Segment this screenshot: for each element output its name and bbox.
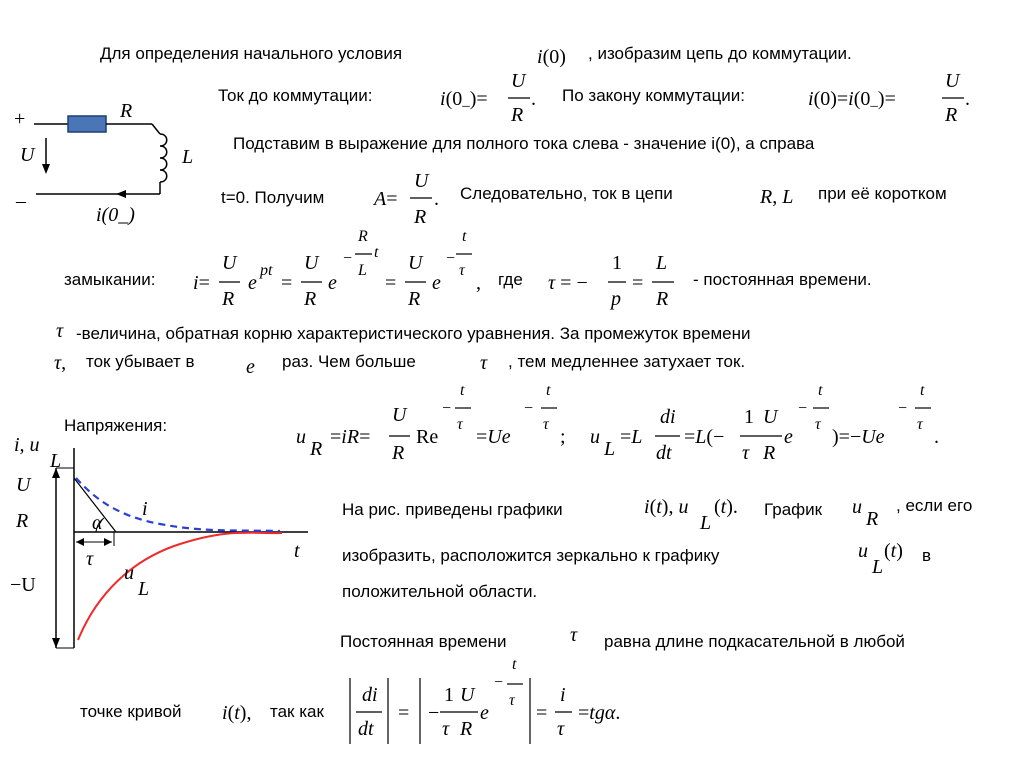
- slide: Для определения начального условия i(0) , изобразим цепь до коммутации. Ток до коммутации: i(0_)= U R . По закону коммутации: i(0)=i(0_)= U R . Подставим в выражение для полного тока слева - значение i(0), а справа t=0. Получим A= U R . Следовательно, ток в цепи R, L при её коротком замыкании: i= U R e pt = U R e − R L t = U R e − t τ , где τ = − 1 p = L R - постоянная времени. τ -величина, обратная корню характеристического уравнения. За промежуток времени τ, ток убывает в e раз. Чем больше τ , тем медленнее затухает ток. Напряжения: u R =iR= U R Re − t τ =Ue − t τ ; u L =L di dt =L(− 1 τ U R e − t τ )=−Ue − t τ . На рис. приведены графики i(t), u L (t). График u R , если его изобразить, расположится зеркально к графику u L (t) в положительной области. Постоянная времени τ равна длине подкасательной в любой точке кривой i(t), так как di dt = − 1 τ U R e − t τ = i τ =tgα. + U – R L i(0_) i, u L U R −U t τ α i u L: [0, 0, 1024, 767]
- tau-line-2a: ток убывает в: [86, 352, 195, 371]
- graph-alpha-label: α: [92, 512, 103, 534]
- circuit-diagram: [34, 116, 167, 198]
- voltage-curve: [78, 533, 282, 640]
- substitute-text: Подставим в выражение для полного тока слева - значение i(0), а справа: [233, 134, 815, 153]
- curve-point-b: так как: [270, 702, 324, 721]
- formula-uL-small: u: [858, 540, 868, 562]
- resistor: [68, 116, 106, 132]
- voltages-label: Напряжения:: [64, 416, 168, 435]
- formula-i-uL: i(t), u: [644, 496, 689, 518]
- tau-line-1: -величина, обратная корню характеристического уравнения. За промежуток времени: [76, 324, 751, 343]
- tau-symbol-4: τ: [570, 624, 578, 646]
- voltage-arrow: [42, 164, 50, 174]
- formula-uL-small-arg: (t): [884, 540, 903, 562]
- formula-it: i(t),: [222, 702, 252, 724]
- tau-symbol-2: τ,: [54, 352, 67, 374]
- t0-text: t=0. Получим: [221, 188, 325, 207]
- graph-y-label: i, u: [14, 434, 40, 456]
- tau-symbol: τ: [56, 320, 64, 342]
- circuit-r: R: [120, 100, 133, 122]
- formula-uR-small-sub: R: [866, 508, 879, 530]
- fraction-bars: [219, 98, 964, 744]
- current-arrow: [116, 190, 126, 198]
- subtangent-b: равна длине подкасательной в любой: [604, 632, 905, 651]
- formula-uR-small: u: [852, 496, 862, 518]
- time-constant-text: - постоянная времени.: [693, 270, 872, 289]
- graph-r-label: R: [16, 510, 29, 532]
- formula-uL-small-sub: L: [872, 556, 884, 578]
- circuit-l: L: [182, 146, 194, 168]
- inductor-coil: [160, 134, 167, 182]
- formula-A: A=: [374, 188, 398, 210]
- where-text: где: [498, 270, 523, 289]
- graph-ul-label: u: [124, 562, 134, 584]
- graph-i-label: i: [142, 498, 148, 520]
- consequently-text: Следовательно, ток в цепи: [460, 184, 673, 203]
- current-curve: [76, 478, 280, 531]
- fig-text-f: положительной области.: [342, 582, 538, 601]
- tau-symbol-3: τ: [480, 352, 488, 374]
- formula-RL: R, L: [760, 186, 794, 208]
- graph-y-sub: L: [50, 450, 62, 472]
- fig-text-a: На рис. приведены графики: [342, 500, 563, 519]
- fig-text-e: в: [922, 546, 932, 565]
- circuit-current: i(0_): [96, 204, 135, 226]
- circuit-minus: –: [16, 190, 26, 212]
- graph-tau-label: τ: [86, 548, 94, 570]
- subtangent-a: Постоянная времени: [340, 632, 507, 651]
- formula-switching-law: i(0)=i(0_)=: [808, 88, 896, 110]
- short-circuit-cont: замыкании:: [64, 270, 156, 289]
- e-symbol: e: [246, 356, 255, 378]
- fig-text-d: изобразить, расположится зеркально к графику: [342, 546, 720, 565]
- formula-uL-sub: L: [700, 512, 712, 534]
- fig-text-c: , если его: [896, 496, 973, 515]
- switching-law-label: По закону коммутации:: [562, 86, 745, 105]
- graph-u-label: U: [16, 474, 31, 496]
- formula-i0minus: i(0_)=: [440, 88, 488, 110]
- short-circuit-text: при её коротком: [818, 184, 947, 203]
- fig-text-b: График: [764, 500, 823, 519]
- curve-point-a: точке кривой: [80, 702, 182, 721]
- graph-neg-u-label: −U: [10, 574, 36, 596]
- intro-text: Для определения начального условия: [100, 44, 403, 63]
- formula-i0: i(0): [537, 46, 566, 68]
- tau-line-2b: раз. Чем больше: [282, 352, 416, 371]
- graph-ul-sub: L: [138, 578, 150, 600]
- graph-t-label: t: [294, 540, 300, 562]
- circuit-u: U: [20, 144, 35, 166]
- formula-uL-arg: (t).: [714, 496, 738, 518]
- intro-text-end: , изобразим цепь до коммутации.: [588, 44, 852, 63]
- tau-line-2c: , тем медленнее затухает ток.: [508, 352, 746, 371]
- circuit-plus: +: [14, 108, 26, 130]
- current-before-label: Ток до коммутации:: [218, 86, 373, 105]
